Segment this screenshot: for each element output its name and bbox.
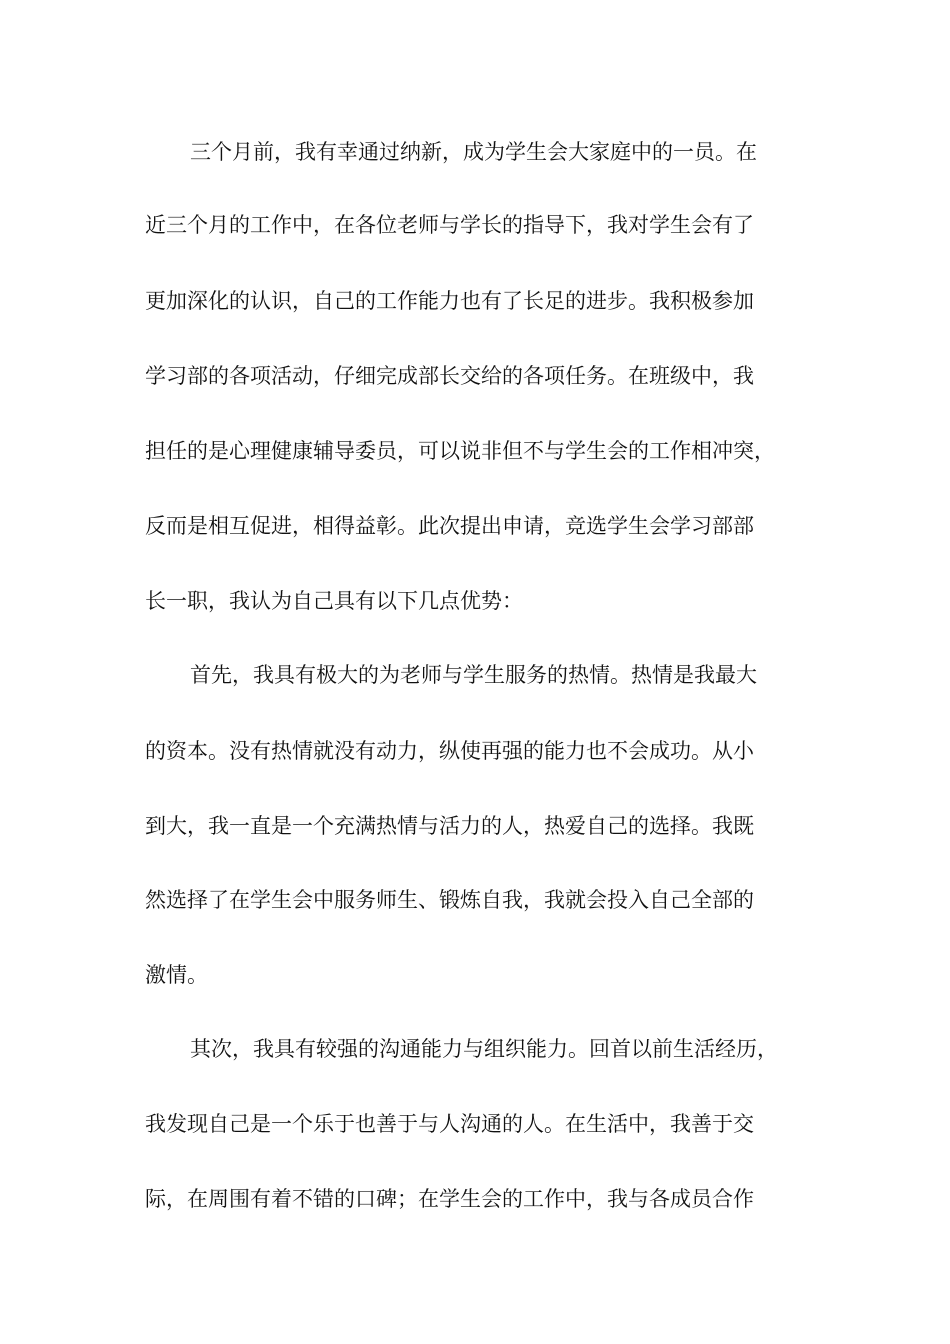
paragraph-2-line-2: 的资本。没有热情就没有动力，纵使再强的能力也不会成功。从小 (145, 739, 754, 763)
paragraph-3-line-2: 我发现自己是一个乐于也善于与人沟通的人。在生活中，我善于交 (145, 1112, 754, 1136)
paragraph-1-line-7: 长一职，我认为自己具有以下几点优势： (145, 589, 523, 613)
paragraph-1-line-6: 反而是相互促进，相得益彰。此次提出申请，竞选学生会学习部部 (145, 514, 754, 538)
paragraph-3-line-1: 其次，我具有较强的沟通能力与组织能力。回首以前生活经历， (190, 1037, 778, 1061)
paragraph-2-line-5: 激情。 (145, 963, 208, 987)
paragraph-2-line-1: 首先，我具有极大的为老师与学生服务的热情。热情是我最大 (190, 663, 757, 687)
paragraph-1-line-3: 更加深化的认识，自己的工作能力也有了长足的进步。我积极参加 (145, 289, 754, 313)
paragraph-2-line-4: 然选择了在学生会中服务师生、锻炼自我，我就会投入自己全部的 (145, 888, 754, 912)
paragraph-3-line-3: 际，在周围有着不错的口碑；在学生会的工作中，我与各成员合作 (145, 1187, 754, 1211)
paragraph-2-line-3: 到大，我一直是一个充满热情与活力的人，热爱自己的选择。我既 (145, 814, 754, 838)
paragraph-1-line-5: 担任的是心理健康辅导委员，可以说非但不与学生会的工作相冲突， (145, 439, 775, 463)
paragraph-1-line-4: 学习部的各项活动，仔细完成部长交给的各项任务。在班级中，我 (145, 364, 754, 388)
paragraph-1-line-1: 三个月前，我有幸通过纳新，成为学生会大家庭中的一员。在 (190, 140, 757, 164)
paragraph-1-line-2: 近三个月的工作中，在各位老师与学长的指导下，我对学生会有了 (145, 213, 754, 237)
